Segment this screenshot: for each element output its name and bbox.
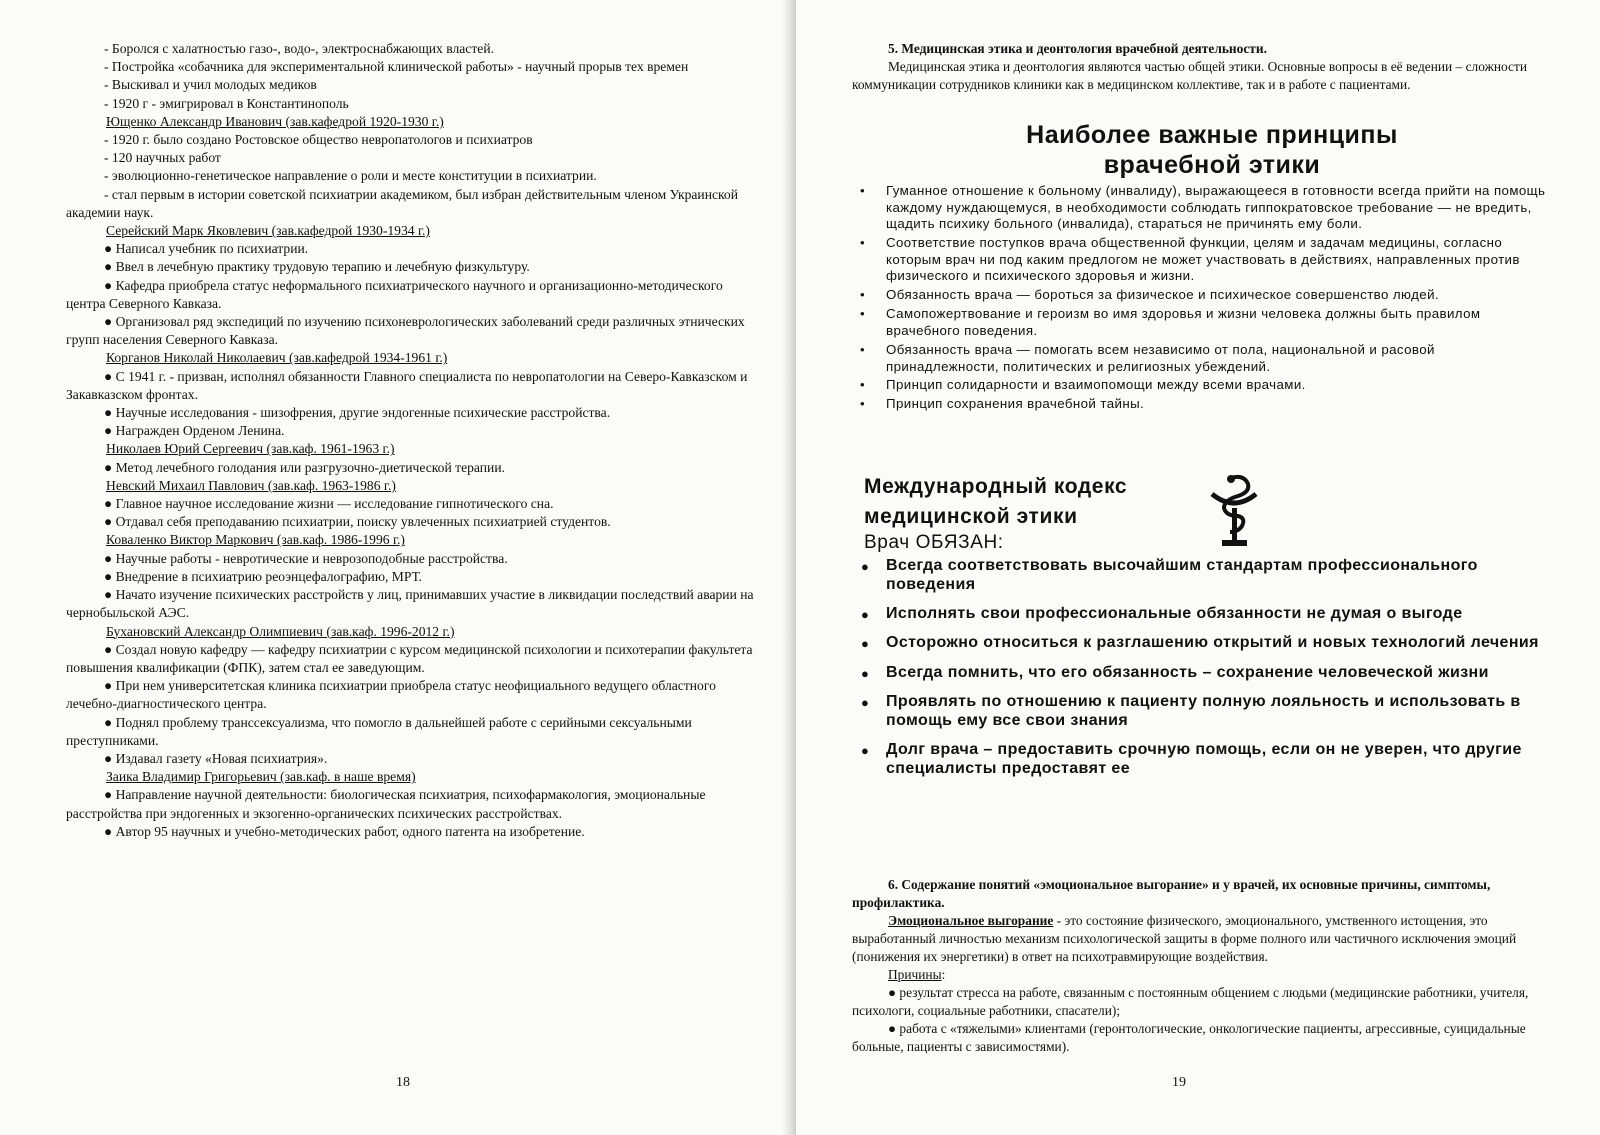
left-page-text [66,40,762,841]
text-line: - стал первым в истории советской психиатрии академиком, был избран действительным членом Украинской академии наук. [66,186,738,220]
text-line: ● Награжден Орденом Ленина. [104,423,285,439]
text-line: ● Автор 95 научных и учебно-методических работ, одного патента на изобретение. [104,823,585,839]
code-title [864,472,1127,532]
causes-label-line [852,966,1568,984]
text-line: ● Написал учебник по психиатрии. [104,241,309,257]
head-of-department-heading: Серейский Марк Яковлевич (зав.кафедрой 1930-1934 г.) [106,223,430,239]
right-page [796,0,1600,1135]
duty-item: ● Всегда соответствовать высочайшим стандартам профессионального поведения [858,556,1548,594]
head-of-department-heading: Корганов Николай Николаевич (зав.кафедрой 1934-1961 г.) [106,350,448,366]
text-line: - Выскивал и учил молодых медиков [104,77,317,93]
principles-list [858,183,1548,415]
text-line: ● Поднял проблему транссексуализма, что помогло в дальнейшей работе с серийными сексуальными преступниками. [66,714,692,748]
duty-item: ● Осторожно относиться к разглашению открытий и новых технологий лечения [858,633,1548,652]
text-line: - 1920 г - эмигрировал в Константинополь [104,95,349,111]
text-line: ● Направление научной деятельности: биологическая психиатрия, психофармакология, эмоциональные расстройства при эндогенных и экзогенно-органических психических расстройствах. [66,787,706,821]
code-title-line2: медицинской этики [864,505,1078,528]
principle-item: • Обязанность врача — помогать всем независимо от пола, национальной и расовой принадлежности, политических и религиозных убеждений. [858,342,1548,375]
principle-item: • Принцип солидарности и взаимопомощи между всеми врачами. [858,377,1548,394]
text-line: ● Ввел в лечебную практику трудовую терапию и лечебную физкультуру. [104,259,530,275]
text-line: - 1920 г. было создано Ростовское общество невропатологов и психиатров [104,132,533,148]
section-6-heading: 6. Содержание понятий «эмоциональное выгорание» и у врачей, их основные причины, симптомы, профилактика. [852,877,1491,910]
text-line: - 120 научных работ [104,150,221,166]
principle-item: • Гуманное отношение к больному (инвалиду), выражающееся в готовности всегда прийти на помощь каждому нуждающемуся, в необходимости соблюдать гиппократовское требование — не вредить, щадить психику больного (инвалида), стараться не причинять ему боли. [858,183,1548,233]
head-of-department-heading: Коваленко Виктор Маркович (зав.каф. 1986-1996 г.) [106,532,405,548]
burnout-term: Эмоциональное выгорание [888,913,1054,928]
head-of-department-heading: Бухановский Александр Олимпиевич (зав.каф. 1996-2012 г.) [106,623,455,639]
text-line: ● При нем университетская клиника психиатрии приобрела статус неофициального ведущего областного лечебно-диагностического центра. [66,678,716,712]
causes-label: Причины [888,967,942,982]
causes-list [852,984,1568,1056]
text-line: ● Метод лечебного голодания или разгрузочно-диетической терапии. [104,459,506,475]
head-of-department-heading: Невский Михаил Павлович (зав.каф. 1963-1986 г.) [106,477,396,493]
principle-item: • Самопожертвование и героизм во имя здоровья и жизни человека должны быть правилом врачебного поведения. [858,306,1548,339]
text-line: ● Отдавал себя преподаванию психиатрии, поиску увлеченных психиатрией студентов. [104,514,611,530]
text-line: ● Кафедра приобрела статус неформального психиатрического научного и организационно-методического центра Северного Кавказа. [66,277,723,311]
duties-list [858,556,1548,788]
text-line: ● Издавал газету «Новая психиатрия». [104,750,328,766]
page-number-right: 19 [1172,1075,1186,1090]
section-5 [852,40,1558,94]
section-6 [852,876,1568,1056]
text-line: ● Главное научное исследование жизни — исследование гипнотического сна. [104,496,554,512]
text-line: ● Научные исследования - шизофрения, другие эндогенные психические расстройства. [104,405,611,421]
head-of-department-heading: Николаев Юрий Сергеевич (зав.каф. 1961-1963 г.) [106,441,395,457]
principles-title-line1: Наиболее важные принципы [1026,121,1398,149]
principle-item: • Принцип сохранения врачебной тайны. [858,396,1548,413]
text-line: ● Организовал ряд экспедиций по изучению психоневрологических заболеваний среди различных этнических групп населения Северного Кавказа. [66,314,745,348]
text-line: ● Начато изучение психических расстройств у лиц, принимавших участие в ликвидации последствий аварии на чернобыльской АЭС. [66,587,754,621]
principle-item: • Соответствие поступков врача общественной функции, целям и задачам медицины, согласно которым врач ни под каким предлогом не может участвовать в действиях, направленных против физического и психического здоровья и жизни. [858,235,1548,285]
burnout-paragraph [852,912,1568,966]
text-line: - Постройка «собачника для экспериментальной клинической работы» - научный прорыв тех времен [104,59,689,75]
head-of-department-heading: Заика Владимир Григорьевич (зав.каф. в наше время) [106,769,416,785]
section-5-heading: 5. Медицинская этика и деонтология врачебной деятельности. [888,41,1267,56]
principle-item: • Обязанность врача — бороться за физическое и психическое совершенство людей. [858,287,1548,304]
duty-item: ● Проявлять по отношению к пациенту полную лояльность и использовать в помощь ему все свои знания [858,692,1548,730]
text-line: ● Внедрение в психиатрию реоэнцефалографию, МРТ. [104,568,422,584]
causes-colon: : [941,967,946,982]
cause-item: ● работа с «тяжелыми» клиентами (геронтологические, онкологические пациенты, агрессивные, суицидальные больные, пациенты с зависимостями). [852,1021,1526,1054]
text-line: - эволюционно-генетическое направление о роли и месте конституции в психиатрии. [104,168,597,184]
left-page [0,0,792,1135]
section-5-text: Медицинская этика и деонтология являются частью общей этики. Основные вопросы в её ведении – сложности коммуникации сотрудников клиники как в медицинском коллективе, так и в работе с пациентами. [852,59,1527,92]
duty-item: ● Исполнять свои профессиональные обязанности не думая о выгоде [858,604,1548,623]
text-line: - Боролся с халатностью газо-, водо-, электроснабжающих властей. [104,41,494,56]
page-number-left: 18 [396,1075,410,1090]
bowl-of-hygieia-icon [1204,472,1264,548]
code-subtitle: Врач ОБЯЗАН: [864,532,1004,553]
duty-item: ● Долг врача – предоставить срочную помощь, если он не уверен, что другие специалисты предоставят ее [858,740,1548,778]
burnout-definition: - это состояние физического, эмоционального, умственного истощения, это выработанный личностью механизм психологической защиты в форме полного или частичного исключения эмоций (понижения их энергетики) в ответ на психотравмирующие воздействия. [852,913,1517,964]
code-title-line1: Международный кодекс [864,475,1128,498]
cause-item: ● результат стресса на работе, связанным с постоянным общением с людьми (медицинские работники, учителя, психологи, социальные работники, спасатели); [852,985,1529,1018]
principles-title [852,120,1572,180]
head-of-department-heading: Ющенко Александр Иванович (зав.кафедрой 1920-1930 г.) [106,113,444,129]
text-line: ● Научные работы - невротические и неврозоподобные расстройства. [104,550,508,566]
duty-item: ● Всегда помнить, что его обязанность – сохранение человеческой жизни [858,663,1548,682]
principles-title-line2: врачебной этики [1103,151,1321,179]
text-line: ● Создал новую кафедру — кафедру психиатрии с курсом медицинской психологии и психотерапии факультета повышения квалификации (ФПК), затем стал ее заведующим. [66,641,753,675]
text-line: ● С 1941 г. - призван, исполнял обязанности Главного специалиста по невропатологии на Северо-Кавказском и Закавказском фронтах. [66,368,748,402]
